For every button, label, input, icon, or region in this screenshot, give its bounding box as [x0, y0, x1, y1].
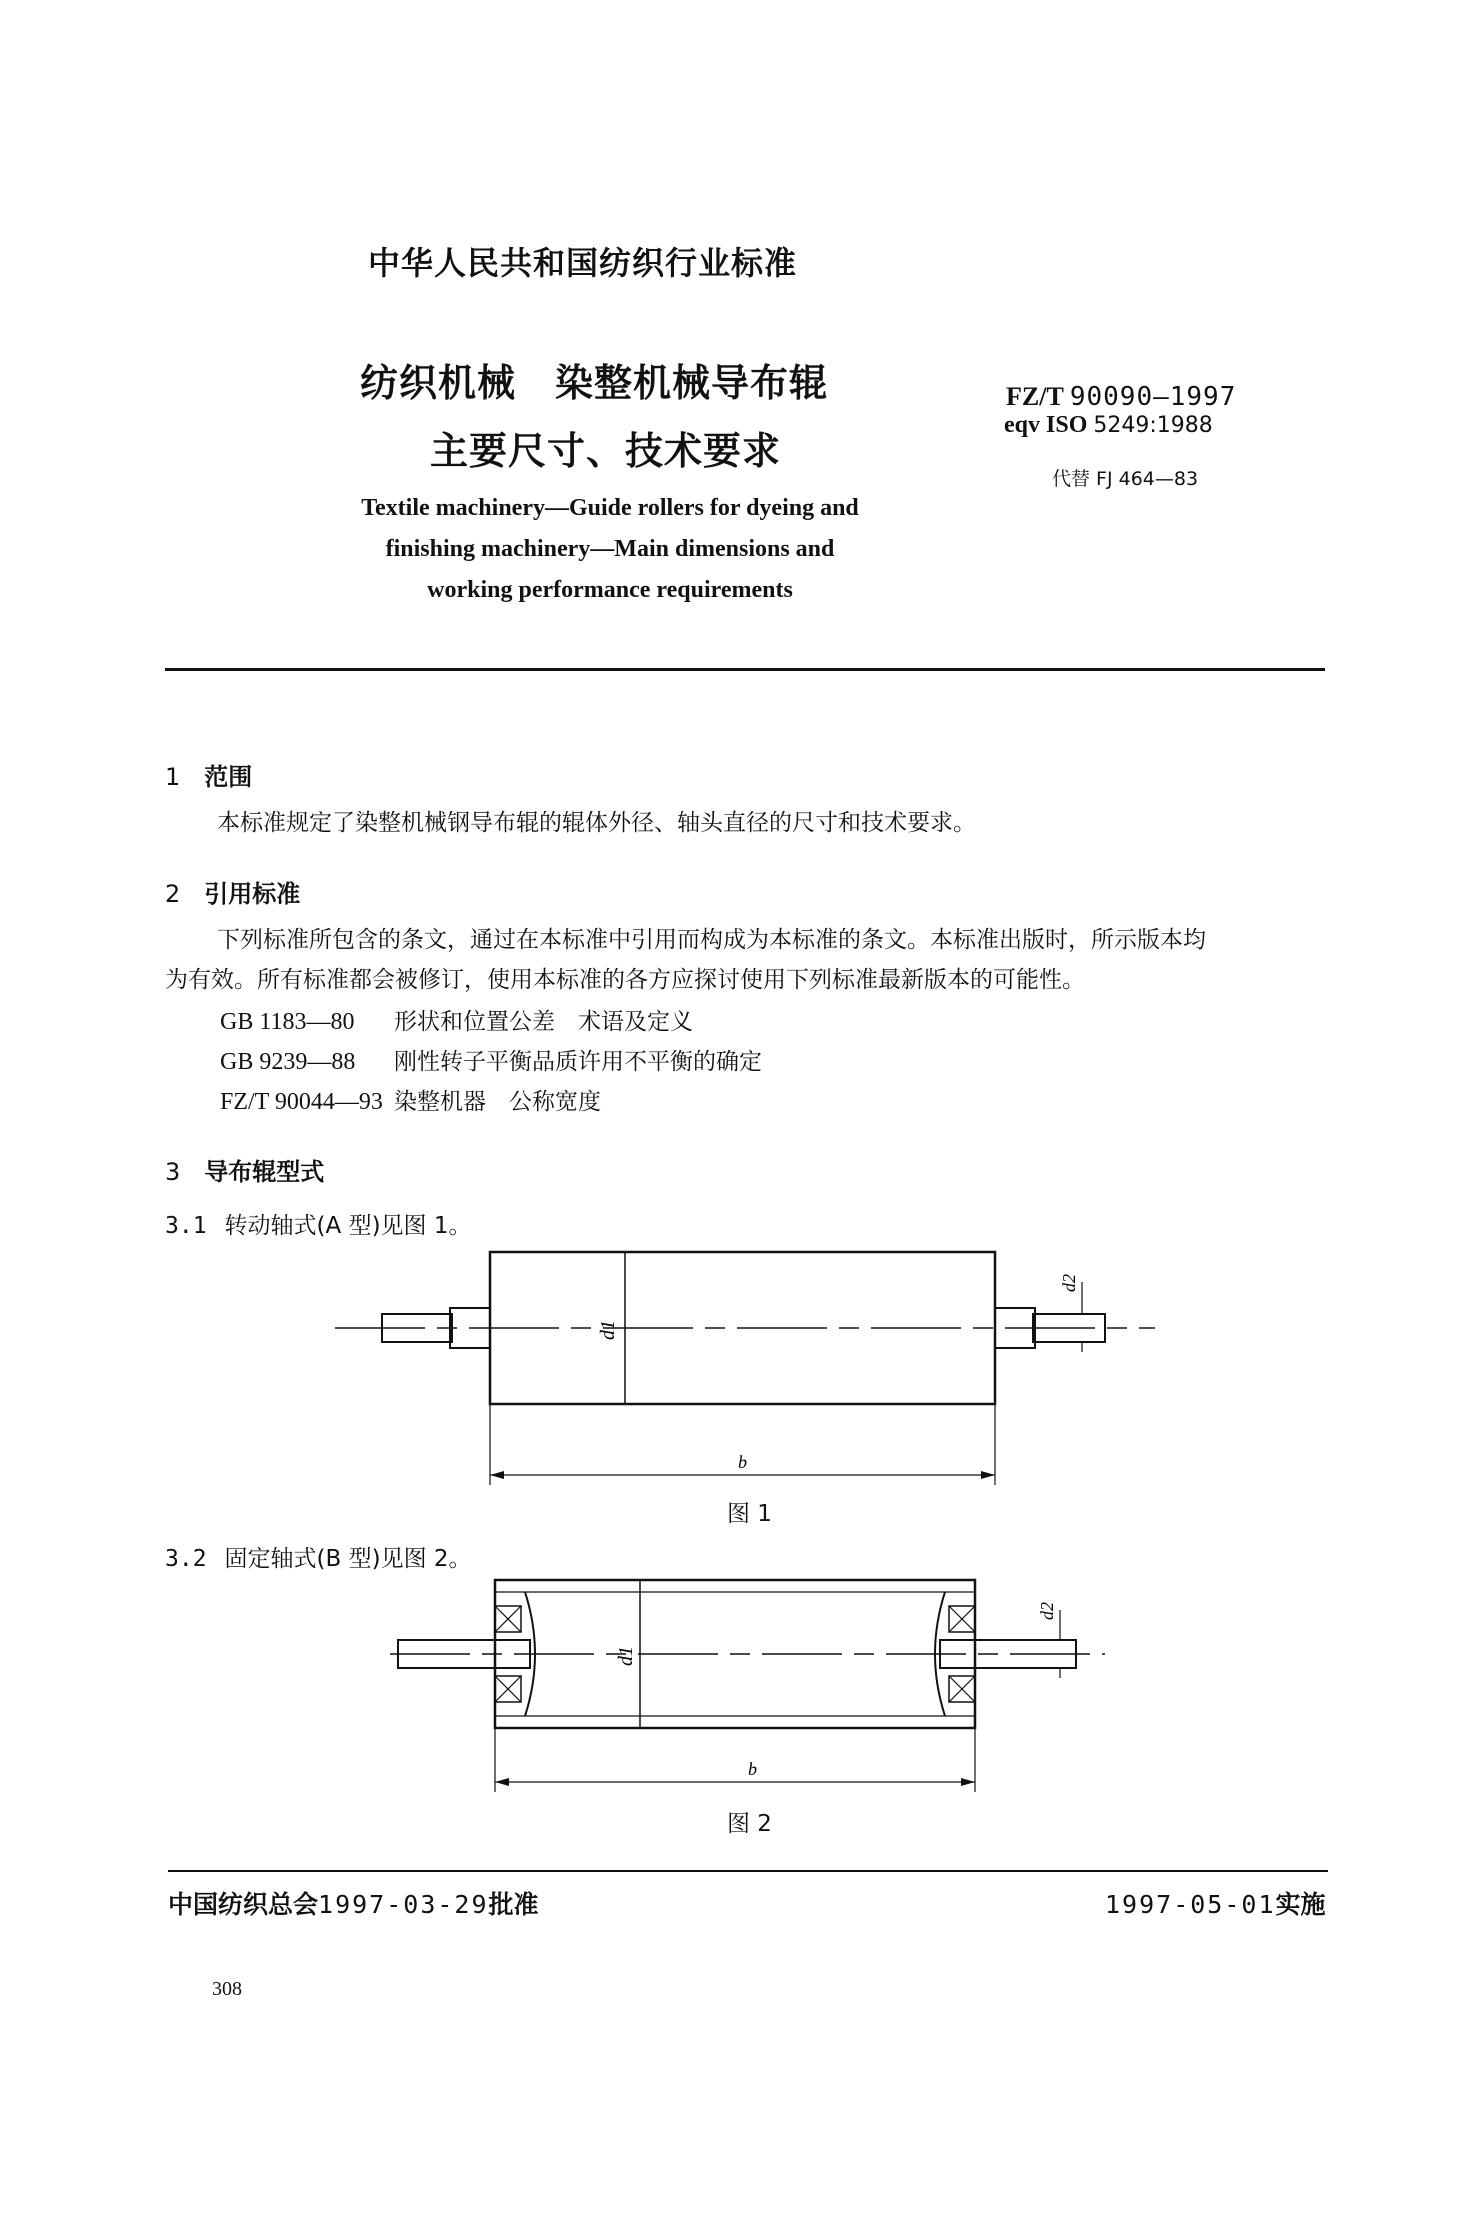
label-d2: d2 [1059, 1274, 1079, 1292]
section-1-number: 1 [165, 763, 181, 791]
approval-line [168, 1885, 539, 1921]
section-2-text-line1: 下列标准所包含的条文，通过在本标准中引用而构成为本标准的条文。本标准出版时，所示版本均 [217, 927, 1206, 953]
figure-2-caption: 图 2 [727, 1811, 772, 1837]
figure-2-drawing [370, 1570, 1120, 1800]
subsection-3-2-text: 固定轴式(B 型)见图 2。 [224, 1546, 472, 1572]
standard-title-line2: 主要尺寸、技术要求 [430, 429, 782, 473]
reference-code: GB 9239—88 [220, 1049, 356, 1075]
approval-date: 1997-03-29 [318, 1890, 489, 1919]
section-1-heading [165, 757, 252, 792]
label-d1: d1 [615, 1646, 637, 1666]
english-title-line2: finishing machinery—Main dimensions and [385, 536, 835, 562]
english-title-line1: Textile machinery—Guide rollers for dyeing and [361, 495, 859, 521]
figure-1-caption: 图 1 [727, 1501, 772, 1527]
section-2-heading [165, 874, 300, 909]
standard-title-line1: 纺织机械 染整机械导布辊 [360, 361, 829, 405]
subsection-3-1-number: 3.1 [165, 1213, 207, 1239]
section-2-number: 2 [165, 880, 181, 908]
section-2-text-line2: 为有效。所有标准都会被修订，使用本标准的各方应探讨使用下列标准最新版本的可能性。 [165, 967, 1085, 993]
section-3-title: 导布辊型式 [204, 1158, 325, 1186]
standard-code-prefix: FZ/T [1006, 382, 1064, 411]
footer-divider [168, 1870, 1328, 1872]
equivalent-standard [1004, 412, 1213, 439]
subsection-3-2 [165, 1540, 472, 1573]
header-divider [165, 668, 1325, 671]
reference-title: 形状和位置公差 术语及定义 [394, 1009, 693, 1035]
section-3-heading [165, 1152, 324, 1187]
implementation-word: 实施 [1275, 1890, 1326, 1919]
section-1-text: 本标准规定了染整机械钢导布辊的辊体外径、轴头直径的尺寸和技术要求。 [217, 810, 976, 836]
standard-code-number: 90090—1997 [1069, 382, 1237, 412]
label-b: b [738, 1452, 747, 1472]
reference-item [220, 1090, 601, 1114]
approval-word: 批准 [488, 1890, 539, 1919]
subsection-3-1 [165, 1207, 471, 1240]
reference-item [220, 1010, 693, 1034]
equivalent-prefix: eqv ISO [1004, 412, 1088, 438]
reference-item [220, 1050, 762, 1074]
label-d2: d2 [1037, 1602, 1057, 1620]
reference-code: GB 1183—80 [220, 1009, 355, 1035]
reference-title: 染整机器 公称宽度 [394, 1089, 601, 1115]
implementation-line [1105, 1885, 1326, 1921]
reference-code: FZ/T 90044—93 [220, 1089, 383, 1115]
figure-1-drawing [320, 1240, 1180, 1490]
implementation-date: 1997-05-01 [1105, 1890, 1276, 1919]
subsection-3-2-number: 3.2 [165, 1546, 207, 1572]
organization-title: 中华人民共和国纺织行业标准 [368, 244, 798, 282]
approval-org: 中国纺织总会 [168, 1890, 319, 1919]
section-1-title: 范围 [204, 763, 253, 791]
english-title-line3: working performance requirements [427, 577, 793, 603]
section-3-number: 3 [165, 1158, 181, 1186]
subsection-3-1-text: 转动轴式(A 型)见图 1。 [224, 1213, 472, 1239]
reference-title: 刚性转子平衡品质许用不平衡的确定 [394, 1049, 762, 1075]
standard-code [1006, 382, 1236, 412]
section-2-title: 引用标准 [204, 880, 301, 908]
label-b: b [748, 1759, 757, 1779]
label-d1: d1 [597, 1320, 619, 1340]
equivalent-number: 5249:1988 [1093, 413, 1213, 438]
page-number: 308 [212, 1978, 242, 2000]
replaces-standard: 代替 FJ 464—83 [1052, 468, 1199, 490]
